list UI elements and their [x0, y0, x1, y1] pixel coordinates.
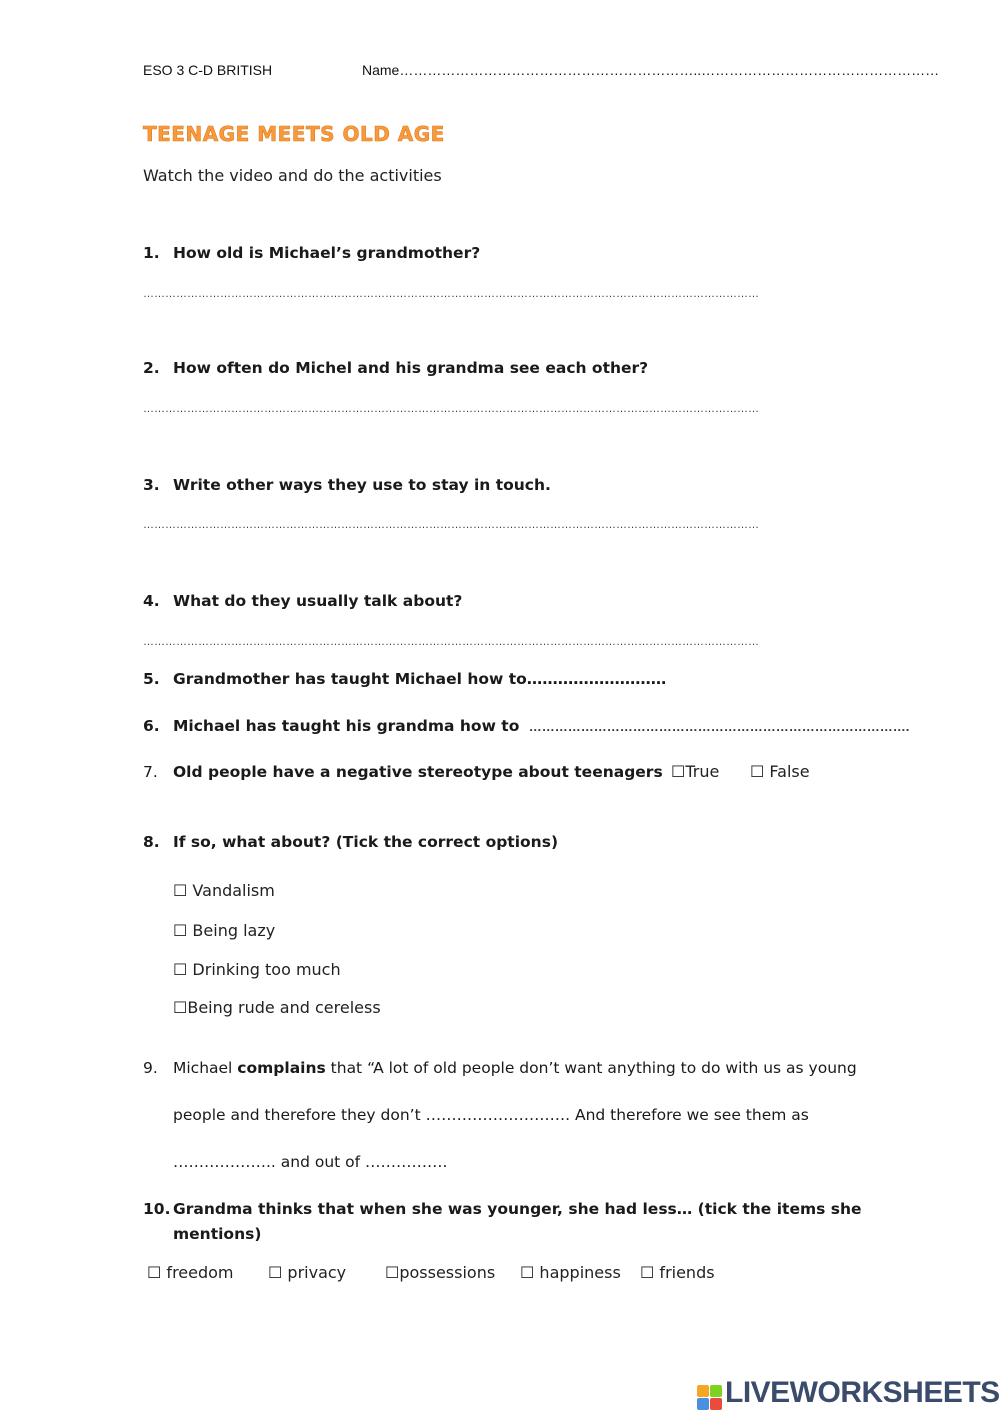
liveworksheets-logo[interactable]: [697, 1376, 1000, 1411]
question-9-line-3[interactable]: ……………….. and out of …………….: [173, 1153, 448, 1171]
question-number: 9.: [143, 1059, 158, 1077]
logo-mark-icon: [697, 1385, 723, 1411]
answer-line-2[interactable]: ……………………………………………………………………………………………………………………………………………………: [143, 403, 759, 415]
true-checkbox[interactable]: ☐True: [671, 762, 720, 781]
worksheet-title: TEENAGE MEETS OLD AGE: [143, 122, 445, 146]
answer-blank-6[interactable]: …………………………………………………………………………….: [528, 719, 910, 734]
question-text-bold: complains: [237, 1059, 326, 1077]
question-8: [143, 833, 558, 851]
question-text: What do they usually talk about?: [173, 592, 463, 610]
question-7: [143, 763, 663, 781]
logo-text: LIVEWORKSHEETS: [725, 1376, 1000, 1409]
question-10: [143, 1200, 862, 1218]
question-text: If so, what about? (Tick the correct options): [173, 833, 559, 851]
answer-line-3[interactable]: ……………………………………………………………………………………………………………………………………………………: [143, 519, 759, 531]
option-happiness[interactable]: ☐ happiness: [520, 1263, 621, 1282]
question-text[interactable]: Grandmother has taught Michael how to………………………: [173, 670, 667, 688]
question-6: [143, 717, 909, 735]
option-friends[interactable]: ☐ friends: [640, 1263, 715, 1282]
question-number: 4.: [143, 592, 160, 610]
question-9-line-2[interactable]: people and therefore they don’t ………………………. And therefore we see them as: [173, 1106, 809, 1124]
name-field-label: Name………………………………………………………..……………………………………………: [362, 62, 940, 78]
question-2: [143, 359, 648, 377]
question-text: How often do Michel and his grandma see each other?: [173, 359, 649, 377]
question-10-line-2: mentions): [173, 1225, 262, 1243]
option-vandalism[interactable]: ☐ Vandalism: [173, 881, 275, 900]
false-checkbox[interactable]: ☐ False: [750, 762, 810, 781]
question-text: Write other ways they use to stay in touch.: [173, 476, 551, 494]
question-1: [143, 244, 480, 262]
option-being-lazy[interactable]: ☐ Being lazy: [173, 921, 276, 940]
question-number: 5.: [143, 670, 160, 688]
question-number: 3.: [143, 476, 160, 494]
question-text-post: that “A lot of old people don’t want anything to do with us as young: [325, 1059, 857, 1077]
question-number: 1.: [143, 244, 160, 262]
class-label: ESO 3 C-D BRITISH: [143, 62, 273, 78]
question-number: 10.: [143, 1200, 171, 1218]
question-5: [143, 670, 666, 688]
option-drinking-too-much[interactable]: ☐ Drinking too much: [173, 960, 341, 979]
option-being-rude[interactable]: ☐Being rude and cereless: [173, 998, 381, 1017]
option-freedom[interactable]: ☐ freedom: [147, 1263, 234, 1282]
answer-line-1[interactable]: ……………………………………………………………………………………………………………………………………………………: [143, 288, 759, 300]
question-number: 8.: [143, 833, 160, 851]
question-number: 2.: [143, 359, 160, 377]
question-4: [143, 592, 462, 610]
question-text: Grandma thinks that when she was younger, she had less… (tick the items she: [173, 1200, 862, 1218]
question-3: [143, 476, 551, 494]
question-text: Michael has taught his grandma how to: [173, 717, 520, 735]
option-possessions[interactable]: ☐possessions: [385, 1263, 496, 1282]
question-text: How old is Michael’s grandmother?: [173, 244, 481, 262]
question-text: Old people have a negative stereotype about teenagers: [173, 763, 663, 781]
option-privacy[interactable]: ☐ privacy: [268, 1263, 347, 1282]
question-number: 6.: [143, 717, 160, 735]
question-number: 7.: [143, 763, 158, 781]
question-text-pre: Michael: [173, 1059, 238, 1077]
instructions: Watch the video and do the activities: [143, 166, 442, 185]
question-9: [143, 1059, 857, 1077]
answer-line-4[interactable]: ……………………………………………………………………………………………………………………………………………………: [143, 636, 759, 648]
